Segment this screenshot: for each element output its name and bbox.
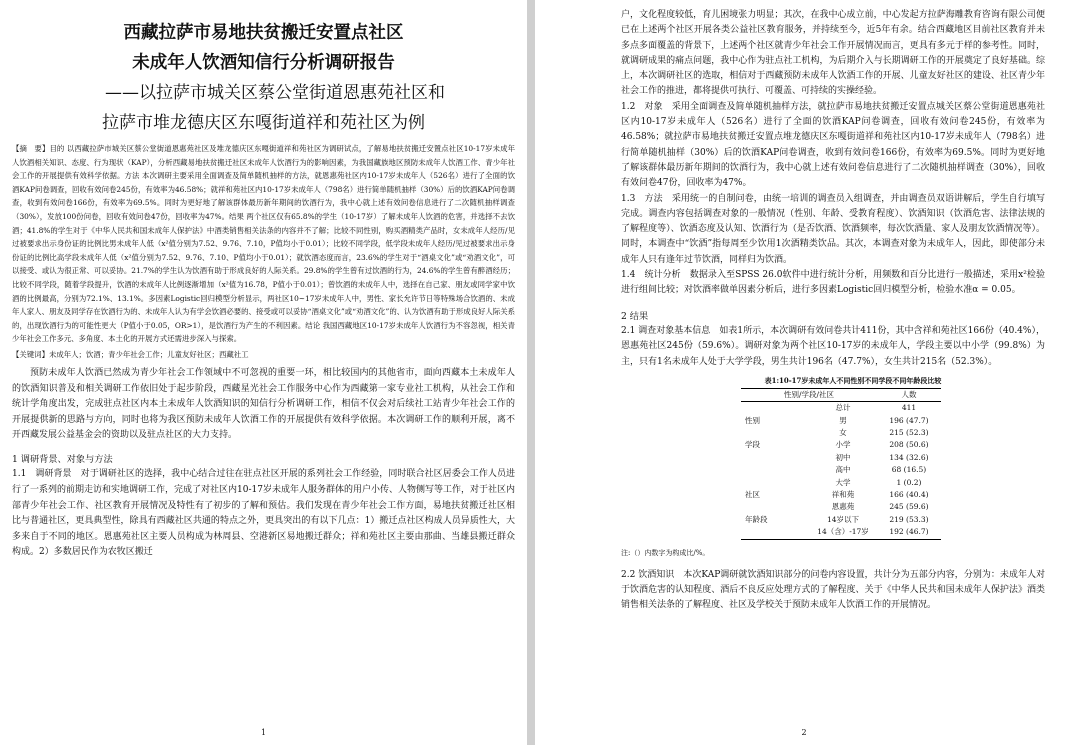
table-cell-group <box>741 464 809 476</box>
table-cell-item: 恩惠苑 <box>831 502 855 512</box>
report-subtitle-line-1: ——以拉萨市城关区蔡公堂街道恩惠苑社区和 <box>105 83 445 103</box>
table-cell-item: 大学 <box>835 477 851 487</box>
table-cell-item: 祥和苑 <box>831 490 855 500</box>
section-1-3-paragraph: 1.3 方法 采用统一的自制问卷，由统一培训的调查员入组调查，并由调查员双语讲解后，学生自行填写完成。调查内容包括调查对象的一般情况（性别、年龄、受教育程度）、饮酒知识（饮酒危害、法律法规的了解程度等）、饮酒态度及认知、饮酒行为（是否饮酒、饮酒频率，每次饮酒量、家人及朋友饮酒情况等）。同时，本调查中“饮酒”指每周至少饮用1次酒精类饮品。其次，本调查对象为未成年人，因此，即使部分未成年人只有逢年过节饮酒，同样归为饮酒。 <box>621 193 1045 265</box>
table-row <box>741 439 941 451</box>
table-cell-value: 1 (0.2) <box>896 477 922 487</box>
table-row <box>741 526 941 539</box>
table-row <box>741 464 941 476</box>
table-row <box>741 477 941 489</box>
intro-paragraph: 预防未成年人饮酒已然成为青少年社会工作领域中不可忽视的重要一环，相比较国内的其他省市，面向西藏本土未成年人的饮酒知识普及和相关调研工作依旧处于起步阶段，西藏星光社会工作服务中心作为西藏第一家专业社工机构，从社会工作和统计学角度出发，完成驻点社区内本土未成年人饮酒知识的知信行分析调研工作，相信不仅会对后续社工站青少年社会工作的开展提供新的思路与方向，同时也将为我区预防未成年人饮酒工作的开展提供有效科学依据。本次调研工作的顺利开展，离不开西藏发展公益基金会的资助以及驻点社区的大力支持。 <box>12 367 515 441</box>
table-cell-value: 134 (32.6) <box>889 452 929 462</box>
table-cell-item: 高中 <box>835 465 851 475</box>
table-cell-item: 14岁以下 <box>826 514 860 524</box>
table-row <box>741 489 941 501</box>
table-cell-group: 学段 <box>745 440 760 450</box>
table-cell-item: 小学 <box>835 440 851 450</box>
table-1 <box>741 388 941 540</box>
table-cell-item: 男 <box>839 415 847 425</box>
table-cell-value: 166 (40.4) <box>889 490 929 500</box>
section-1-heading: 1 调研背景、对象与方法 <box>12 453 113 465</box>
section-1-1-paragraph: 1.1 调研背景 对于调研社区的选择，我中心结合过往在驻点社区开展的系列社会工作经验，同时联合社区居委会工作人员进行了一系列的前期走访和实地调研工作，完成了对社区内10-17岁未成年人服务群体的用户小传、人物侧写等工作，对于社区内部青少年社会工作、社区教育开展情况及特性有了初步的了解和预估。我们发现在青少年社会工作方面，易地扶贫搬迁社区相比与普通社区，更具典型性，除具有西藏社区共通的特点之外，更具突出的有以下几点：1）搬迁点社区构成人员异质性大，大多来自于不同的地区。恩惠苑社区主要人员构成为林周县、空港新区易地搬迁群众；祥和苑社区主要由那曲、当雄县搬迁群众构成。2）多数居民作为农牧区搬迁 <box>12 469 515 558</box>
table-row <box>741 501 941 513</box>
section-2-heading: 2 结果 <box>621 310 649 322</box>
table-cell-group: 年龄段 <box>745 514 768 524</box>
table-cell-value: 68 (16.5) <box>891 465 927 475</box>
table-cell-group <box>741 501 809 513</box>
table-cell-value: 215 (52.3) <box>889 428 929 438</box>
section-2-2-paragraph: 2.2 饮酒知识 本次KAP调研就饮酒知识部分的问卷内容设置，共计分为五部分内容，分别为：未成年人对于饮酒危害的认知程度、酒后不良反应处理方式的了解程度、关于《中华人民共和国未成年人保护法》酒类销售相关法条的了解程度、社区及学校关于预防未成年人饮酒工作的开展情况。 <box>621 569 1045 611</box>
report-title-line-1: 西藏拉萨市易地扶贫搬迁安置点社区 <box>123 23 404 43</box>
table-header-category: 性别/学段/社区 <box>741 388 877 401</box>
section-1-2-paragraph: 1.2 对象 采用全面调查及简单随机抽样方法，就拉萨市易地扶贫搬迁安置点城关区蔡公堂街道恩惠苑社区内10-17岁未成年人（526名）进行了全面的饮酒KAP问卷调查，回收有效问卷245份，有效率为46.58%；就拉萨市易地扶贫搬迁安置点堆龙德庆区东嘎街道祥和苑社区内10-17岁未成年人（798名）进行简单随机抽样（30%）后的饮酒KAP问卷调查，收到有效问卷166份，有效率为69.5%。同时为更好地了解该群体最历新年期间的饮酒行为，我中心就上述有效问卷信息进行了二次随机抽样调查（30%），回收有效问卷47份，回收率为47%。 <box>621 101 1045 189</box>
table-row <box>741 415 941 427</box>
table-cell-group <box>741 477 809 489</box>
report-title-line-2: 未成年人饮酒知信行分析调研报告 <box>132 53 395 73</box>
table-row <box>741 452 941 464</box>
table-1-body <box>741 402 941 539</box>
page-number-1: 1 <box>260 728 267 737</box>
table-cell-item: 总计 <box>835 403 851 413</box>
table-cell-group: 性别 <box>745 415 760 425</box>
table-cell-value: 245 (59.6) <box>889 502 929 512</box>
table-row <box>741 427 941 439</box>
table-cell-item: 女 <box>839 428 847 438</box>
table-1-caption: 表1:10-17岁未成年人不同性别不同学段不同年龄段比较 <box>764 375 942 385</box>
table-cell-group <box>741 526 809 539</box>
table-cell-group: 社区 <box>745 490 760 500</box>
table-row <box>741 402 941 415</box>
table-1-note: 注:（）内数字为构成比/%。 <box>621 548 710 557</box>
table-cell-value: 219 (53.3) <box>889 514 929 524</box>
table-cell-value: 411 <box>901 403 917 413</box>
table-cell-item: 初中 <box>835 452 851 462</box>
report-subtitle-line-2: 拉萨市堆龙德庆区东嘎街道祥和苑社区为例 <box>102 113 425 133</box>
table-cell-item: 14（含）-17岁 <box>809 526 877 539</box>
page-number-2: 2 <box>801 728 807 737</box>
abstract: 【摘 要】目的 以西藏拉萨市城关区蔡公堂街道恩惠苑社区及堆龙德庆区东嘎街道祥和苑社区为调研试点，了解易地扶贫搬迁安置点社区10-17岁未成年人饮酒相关知识、态度、行为现状（KAP），分析西藏易地扶贫搬迁社区未成年人饮酒行为的影响因素，为我国藏族地区预防未成年人饮酒工作、青少年社会工作的开展提供有效科学依据。方法 本次调研主要采用全面调查及简单随机抽样的方法，就恩惠苑社区内10-17岁未成年人（526名）进行了全面的饮酒KAP问卷调查，回收有效问卷245份，有效率为46.58%；就祥和苑社区内10-17岁未成年人（798名）进行简单随机抽样（30%）后的饮酒KAP问卷调查，收到有效问卷166份，有效率为69.5%。同时为更好地了解该群体最历新年期间的饮酒行为，我中心就上述有效问卷信息进行了二次随机抽样调查（30%），发放100份问卷，回收有效问卷47份，回收率为47%。结果 两个社区仅有65.8%的学生（10-17岁）了解未成年人饮酒的危害，并选择不去饮酒；41.8%的学生对于《中华人民共和国未成年人保护法》中酒类销售相关法条的内容并不了解；比较不同性别，购买酒精类产品时，女未成年人经历/见过被要求出示身份证的比例比男未成年人低（x²值分别为7.52、9.76、7.10，P值均小于0.01）；比较不同学段，低学段未成年人经历/见过被要求出示身份证的比例比高学段未成年人低（x²值分别为7.52、9.76、7.10、P值均小于0.01）；就饮酒态度而言，23.6%的学生对于“酒桌文化”或“劝酒文化”，可以接受、或认为很正常、可以妥协。21.7%的学生认为饮酒有助于形成良好的人际关系。29.8%的学生曾有过饮酒的行为，24.6%的学生曾有醉酒经历；比较不同学段，随着学段提升，饮酒的未成年人比例逐渐增加（x²值为16.78，P值小于0.01）；曾饮酒的未成年人中，选择在自己家、朋友或同学家中饮酒的比例最高，分别为72.1%、13.1%。多因素Logistic回归模型分析显示，两社区10~17岁未成年人中，男性、家长允许节日等特殊场合饮酒的、未成年人家人、朋友及同学存在饮酒行为的、未成年人认为有学会饮酒必要的、接受或可以妥协“酒桌文化”或“劝酒文化”的、认为饮酒有助于形成良好人际关系的，出现饮酒行为的可能性更大（P值小于0.05，OR>1），是饮酒行为产生的不利因素。结论 我国西藏地区10-17岁未成年人饮酒行为不容忽视，相关青少年社会工作多元、多角度、本土化的开展方式还需进步深入与探索。 <box>12 144 515 344</box>
page-2 <box>535 0 1073 745</box>
continuation-paragraph: 户，文化程度较低，育儿困境张力明显；其次，在我中心成立前，中心发起方拉萨海雕教育咨询有限公司便已在上述两个社区开展各类公益社区教育服务，并持续至今，近5年有余。结合西藏地区目前社区教育并未多点多面覆盖的背景下，上述两个社区就青少年社会工作开展情况而言，更具有多元于样的参考性。同时，就调研成果的痛点问题，我中心作为驻点社工机构，为后期介入与长期调研工作的开展奠定了良好基础。综上，本次调研社区的选取，相信对于西藏预防未成年人饮酒工作的开展、儿童友好社区的建设、社区青少年社会工作的推进，都将提供可执行、可覆盖、可持续的实操经验。 <box>621 10 1045 97</box>
table-cell-group <box>741 402 809 415</box>
table-cell-value: 196 (47.7) <box>889 415 929 425</box>
page-gutter <box>527 0 535 745</box>
table-cell-group <box>741 427 809 439</box>
section-1-4-paragraph: 1.4 统计分析 数据录入至SPSS 26.0软件中进行统计分析，用频数和百分比进行一般描述，采用x²检验进行组间比较；对饮酒率做单因素分析后，进行多因素Logistic回归模型分析，检验水准α = 0.05。 <box>621 270 1045 296</box>
section-2-1-paragraph: 2.1 调查对象基本信息 如表1所示，本次调研有效问卷共计411份，其中含祥和苑社区166份（40.4%），恩惠苑社区245份（59.6%）。调研对象为两个社区10-17岁的未成年人，学段主要以中小学（99.8%）为主，只有1名未成年人处于大学学段，男生共计196名（47.7%），女生共计215名（52.3%）。 <box>621 325 1045 367</box>
table-row <box>741 514 941 526</box>
page-1 <box>0 0 527 745</box>
table-cell-value: 192 (46.7) <box>877 526 941 539</box>
table-cell-value: 208 (50.6) <box>889 440 929 450</box>
table-cell-group <box>741 452 809 464</box>
keywords: 【关键词】未成年人；饮酒；青少年社会工作；儿童友好社区；西藏社工 <box>12 349 249 359</box>
table-header-count: 人数 <box>877 388 941 401</box>
